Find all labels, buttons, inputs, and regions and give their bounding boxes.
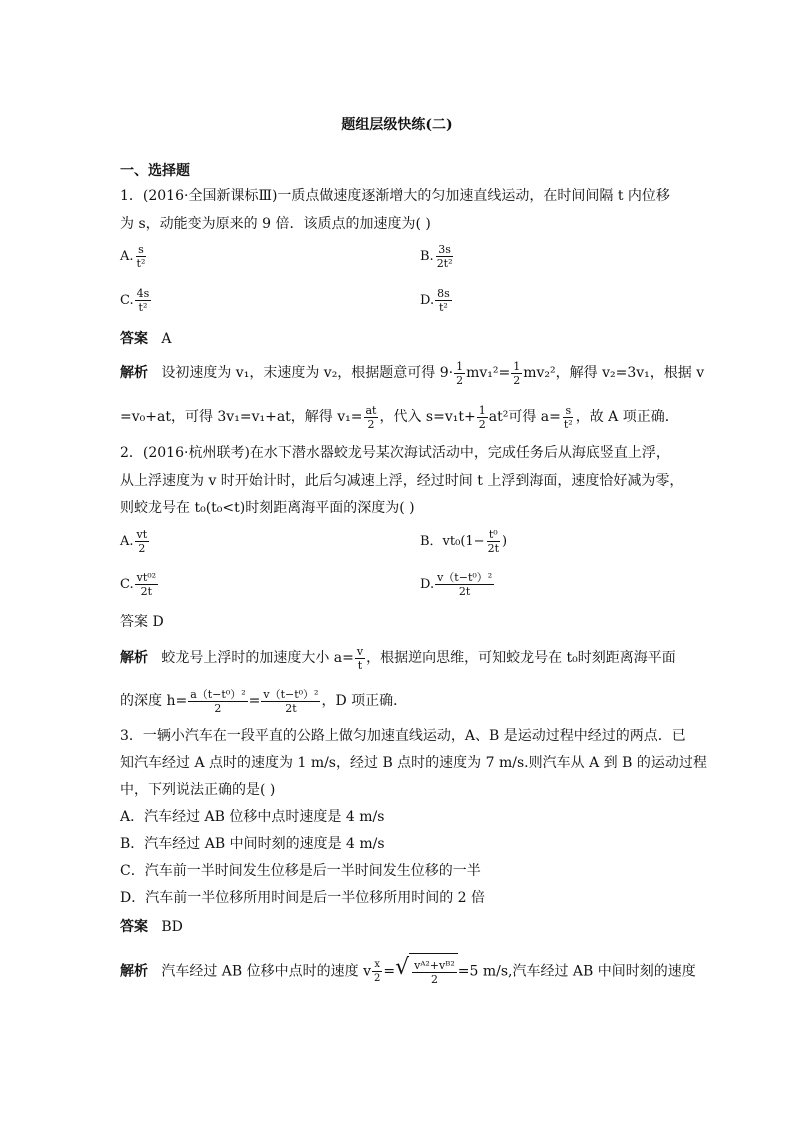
text: =5 m/s,汽车经过 AB 中间时刻的速度 <box>457 963 696 980</box>
analysis-label: 解析 <box>120 365 148 381</box>
q3-option-d: D．汽车前一半位移所用时间是后一半位移所用时间的 2 倍 <box>120 890 486 906</box>
fraction <box>435 287 452 314</box>
numerator: vᴬ²+vᴮ² <box>414 958 455 972</box>
q2-option-d <box>420 571 495 598</box>
q2-stem-line1: 2．(2016·杭州联考)在水下潜水器蛟龙号某次海试活动中，完成任务后从海底竖直上浮， <box>120 445 670 461</box>
denominator: 2t <box>458 585 471 598</box>
q1-option-c <box>120 287 152 314</box>
denominator: 2 <box>456 373 464 387</box>
q1-option-a <box>120 243 148 270</box>
numerator: x <box>374 959 381 970</box>
option-label: C. <box>120 293 134 308</box>
option-label: B. <box>420 249 434 264</box>
denominator: 2 <box>374 973 381 984</box>
text: at²可得 a= <box>488 409 561 425</box>
answer-label: 答案 <box>120 919 148 935</box>
denominator: 2t² <box>436 257 453 270</box>
numerator: 4s <box>136 287 150 300</box>
q3-analysis-line1 <box>120 953 696 990</box>
denominator: t² <box>138 301 148 314</box>
numerator: v（t−t⁰）² <box>263 687 319 701</box>
text: 汽车经过 AB 位移中点时的速度 v <box>161 963 372 980</box>
numerator: s <box>565 403 572 417</box>
denominator: t² <box>563 417 573 431</box>
q3-stem-line3: 中，下列说法正确的是( ) <box>120 782 276 798</box>
fraction <box>188 688 247 715</box>
fraction <box>135 243 148 270</box>
denominator: 2 <box>214 701 222 715</box>
analysis-label: 解析 <box>120 650 148 666</box>
numerator: a（t−t⁰）² <box>190 687 246 701</box>
q1-analysis-line2 <box>120 402 679 432</box>
text: ) <box>502 534 508 549</box>
subscript-fraction <box>372 958 382 985</box>
numerator: 1 <box>478 403 486 417</box>
fraction <box>355 645 365 672</box>
q3-stem-line1: 3．一辆小汽车在一段平直的公路上做匀加速直线运动，A、B 是运动过程中经过的两点．已 <box>120 728 686 744</box>
denominator: 2t <box>285 701 297 715</box>
q2-option-a <box>120 528 150 555</box>
denominator: t² <box>439 301 448 314</box>
q3-stem-line2: 知汽车经过 A 点时的速度为 1 m/s，经过 B 点时的速度为 7 m/s.则汽车从 A 到 B 的运动过程 <box>120 755 707 771</box>
numerator: 1 <box>513 359 521 373</box>
option-label: A. <box>120 534 134 549</box>
option-label: C. <box>120 577 134 592</box>
fraction <box>435 243 455 270</box>
numerator: v（t−t⁰）² <box>437 571 493 584</box>
fraction <box>412 959 457 986</box>
text: mv₁²= <box>466 365 511 381</box>
fraction <box>364 404 379 431</box>
text: ，D 项正确． <box>321 693 408 709</box>
answer-label: 答案 <box>120 331 148 347</box>
fraction <box>477 404 488 431</box>
q1-stem-line1: 1．(2016·全国新课标Ⅲ)一质点做速度逐渐增大的匀加速直线运动，在时间间隔 t 内位移 <box>120 188 670 204</box>
q3-option-c: C．汽车前一半时间发生位移是后一半时间发生位移的一半 <box>120 863 481 879</box>
answer-value: A <box>161 331 172 347</box>
text: 设初速度为 v₁，末速度为 v₂，根据题意可得 9· <box>161 365 454 381</box>
fraction <box>135 571 158 598</box>
radical-sign: √ <box>395 955 410 980</box>
option-label: D. <box>420 577 435 592</box>
denominator: 2 <box>138 542 146 555</box>
denominator: 2 <box>513 373 521 387</box>
square-root <box>395 953 458 990</box>
q1-option-d <box>420 287 453 314</box>
numerator: 1 <box>456 359 464 373</box>
q2-option-c <box>120 571 159 598</box>
numerator: 8s <box>437 287 450 300</box>
q3-option-b: B．汽车经过 AB 中间时刻的速度是 4 m/s <box>120 836 385 852</box>
q2-analysis-line1 <box>120 643 676 673</box>
analysis-label: 解析 <box>120 963 148 980</box>
text: ，代入 s=v₁t+ <box>379 409 476 425</box>
answer-value: BD <box>161 919 183 935</box>
text: 的深度 h= <box>120 693 188 709</box>
numerator: s <box>138 243 144 256</box>
option-label: D. <box>420 293 435 308</box>
denominator: 2 <box>478 417 486 431</box>
option-label: A. <box>120 249 134 264</box>
text: = <box>248 693 261 709</box>
q1-answer <box>120 330 171 348</box>
option-label: B．vt₀(1− <box>420 534 485 549</box>
text: = <box>383 963 396 980</box>
q2-stem-line2: 从上浮速度为 v 时开始计时，此后匀减速上浮，经过时间 t 上浮到海面，速度恰好减为零， <box>120 473 684 489</box>
denominator: 2t <box>140 585 153 598</box>
numerator: at <box>365 403 377 417</box>
fraction <box>135 528 150 555</box>
fraction <box>135 287 152 314</box>
denominator: t² <box>136 257 146 270</box>
q1-option-b <box>420 243 456 270</box>
q2-analysis-line2 <box>120 686 407 716</box>
denominator: 2t <box>487 542 499 555</box>
fraction <box>454 360 465 387</box>
text: =v₀+at，可得 3v₁=v₁+at，解得 v₁= <box>120 409 363 425</box>
denominator: t <box>357 658 363 672</box>
numerator: v <box>356 644 364 658</box>
q2-answer: 答案 D <box>120 614 164 630</box>
fraction <box>511 360 522 387</box>
text: mv₂²，解得 v₂=3v₁，根据 v <box>523 365 705 381</box>
numerator: 3s <box>438 243 451 256</box>
q2-option-b <box>420 528 507 555</box>
denominator: 2 <box>430 972 438 986</box>
q1-stem-line2: 为 s，动能变为原来的 9 倍．该质点的加速度为( ) <box>120 216 431 232</box>
text: 蛟龙号上浮时的加速度大小 a= <box>161 650 354 666</box>
text: ，根据逆向思维，可知蛟龙号在 t₀时刻距离海平面 <box>366 650 676 666</box>
page-title: 题组层级快练(二) <box>341 117 453 133</box>
q2-stem-line3: 则蛟龙号在 t₀(t₀<t)时刻距离海平面的深度为( ) <box>120 500 415 516</box>
fraction <box>435 571 494 598</box>
fraction <box>261 688 320 715</box>
section-heading: 一、选择题 <box>120 163 190 179</box>
denominator: 2 <box>367 417 375 431</box>
numerator: t⁰ <box>488 528 498 541</box>
q3-option-a: A．汽车经过 AB 位移中点时速度是 4 m/s <box>120 809 385 825</box>
numerator: vt⁰² <box>136 571 157 584</box>
q1-analysis-line1 <box>120 358 704 388</box>
radicand <box>409 953 458 990</box>
fraction <box>562 404 575 431</box>
text: ，故 A 项正确． <box>575 409 679 425</box>
q3-answer <box>120 918 183 936</box>
fraction <box>486 528 501 555</box>
numerator: vt <box>136 528 148 541</box>
